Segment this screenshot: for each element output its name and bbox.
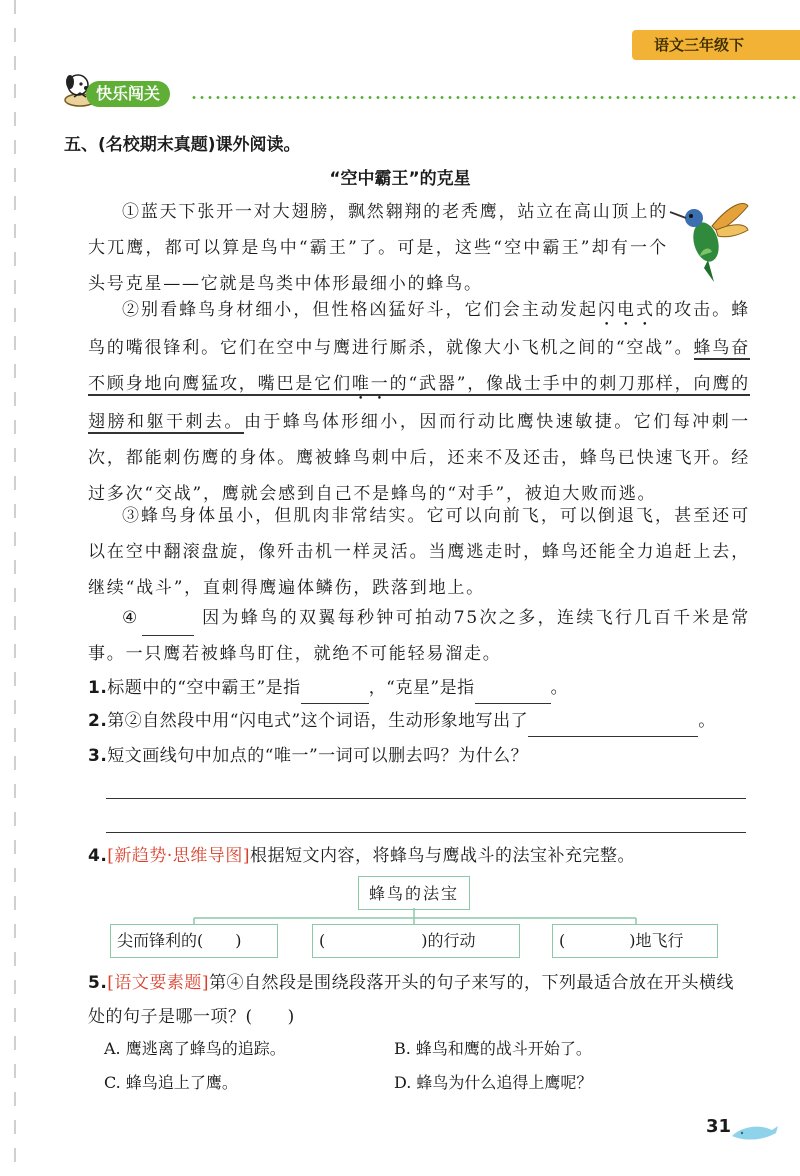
question-5: 5.[语文要素题]第④自然段是围绕段落开头的句子来写的，下列最适合放在开头横线处的句子是哪一项？( ) [88, 973, 735, 1027]
option-c[interactable]: C. 蜂鸟追上了鹰。 [104, 1073, 238, 1092]
mind-map-root: 蜂鸟的法宝 [358, 876, 470, 910]
section-label: 快乐闯关 [86, 81, 170, 107]
page-number: 31 [706, 1116, 732, 1137]
answer-blank[interactable] [475, 683, 551, 704]
answer-blank[interactable] [528, 716, 698, 737]
answer-line[interactable] [106, 798, 746, 799]
option-d[interactable]: D. 蜂鸟为什么追得上鹰呢？ [394, 1073, 593, 1092]
option-a[interactable]: A. 鹰逃离了蜂鸟的追踪。 [104, 1039, 286, 1058]
answer-blank[interactable] [301, 683, 369, 704]
hummingbird-illustration [668, 196, 750, 286]
paragraph-2: ②别看蜂鸟身材细小，但性格凶猛好斗，它们会主动发起闪电式的攻击。蜂鸟的嘴很锋利。它们在空中与鹰进行厮杀，就像大小飞机之间的“空战”。蜂鸟奋不顾身地向鹰猛攻，嘴巴是它们唯一的“武器”，像战士手中的刺刀那样，向鹰的翅膀和躯干刺去。由于蜂鸟体形细小，因而行动比鹰快速敏捷。它们每冲刺一次，都能刺伤鹰的身体。鹰被蜂鸟刺中后，还来不及还击，蜂鸟已快速飞开。经过多次“交战”，鹰就会感到自己不是蜂鸟的“对手”，被迫大败而逃。 [88, 300, 751, 504]
emphasized-word-shandianshi: 闪电式 [597, 300, 656, 320]
paragraph-1: ①蓝天下张开一对大翅膀，飘然翱翔的老秃鹰，站立在高山顶上的大兀鹰，都可以算是鸟中“霸王”了。可是，这些“空中霸王”却有一个头号克星——它就是鸟类中体形最细小的蜂鸟。 [88, 202, 668, 294]
question-tag: [新趋势·思维导图] [107, 846, 250, 866]
mind-map-box-2[interactable]: ( )的行动 [312, 924, 520, 958]
question-4: 4.[新趋势·思维导图]根据短文内容，将蜂鸟与鹰战斗的法宝补充完整。 [88, 846, 635, 866]
mind-map-box-1[interactable]: 尖而锋利的( ) [110, 924, 278, 958]
question-tag: [语文要素题] [107, 973, 210, 993]
paragraph-3: ③蜂鸟身体虽小，但肌肉非常结实。它可以向前飞，可以倒退飞，甚至还可以在空中翻滚盘旋，像歼击机一样灵活。当鹰逃走时，蜂鸟还能全力追赶上去，继续“战斗”，直刺得鹰遍体鳞伤，跌落到地上。 [88, 506, 750, 598]
grade-tab: 语文三年级下 [632, 30, 800, 60]
dolphin-icon [730, 1122, 780, 1144]
answer-line[interactable] [106, 832, 746, 833]
mind-map-box-3[interactable]: ( )地飞行 [552, 924, 718, 958]
underlined-sentence: 蜂鸟奋不顾身地向鹰猛攻，嘴巴是它们唯一的“武器”，像战士手中的刺刀那样，向鹰的翅膀和躯干刺去。 [88, 338, 751, 432]
question-1: 1.标题中的“空中霸王”是指 ，“克星”是指 。 [88, 672, 758, 704]
question-title: 五、(名校期末真题)课外阅读。 [64, 135, 301, 155]
question-2: 2.第②自然段中用“闪电式”这个词语，生动形象地写出了 。 [88, 705, 758, 737]
emphasized-word-weiyi: 唯一 [351, 374, 390, 394]
story-title: “空中霸王”的克星 [329, 169, 471, 189]
section-header [60, 70, 760, 110]
paragraph-4: ④ 因为蜂鸟的双翼每秒钟可拍动75次之多，连续飞行几百千米是常事。一只鹰若被蜂鸟盯住，就绝不可能轻易溜走。 [88, 608, 750, 664]
option-b[interactable]: B. 蜂鸟和鹰的战斗开始了。 [394, 1039, 592, 1058]
answer-blank[interactable] [142, 615, 194, 636]
dotted-divider [190, 96, 800, 99]
question-3: 3.短文画线句中加点的“唯一”一词可以删去吗？为什么？ [88, 746, 529, 766]
